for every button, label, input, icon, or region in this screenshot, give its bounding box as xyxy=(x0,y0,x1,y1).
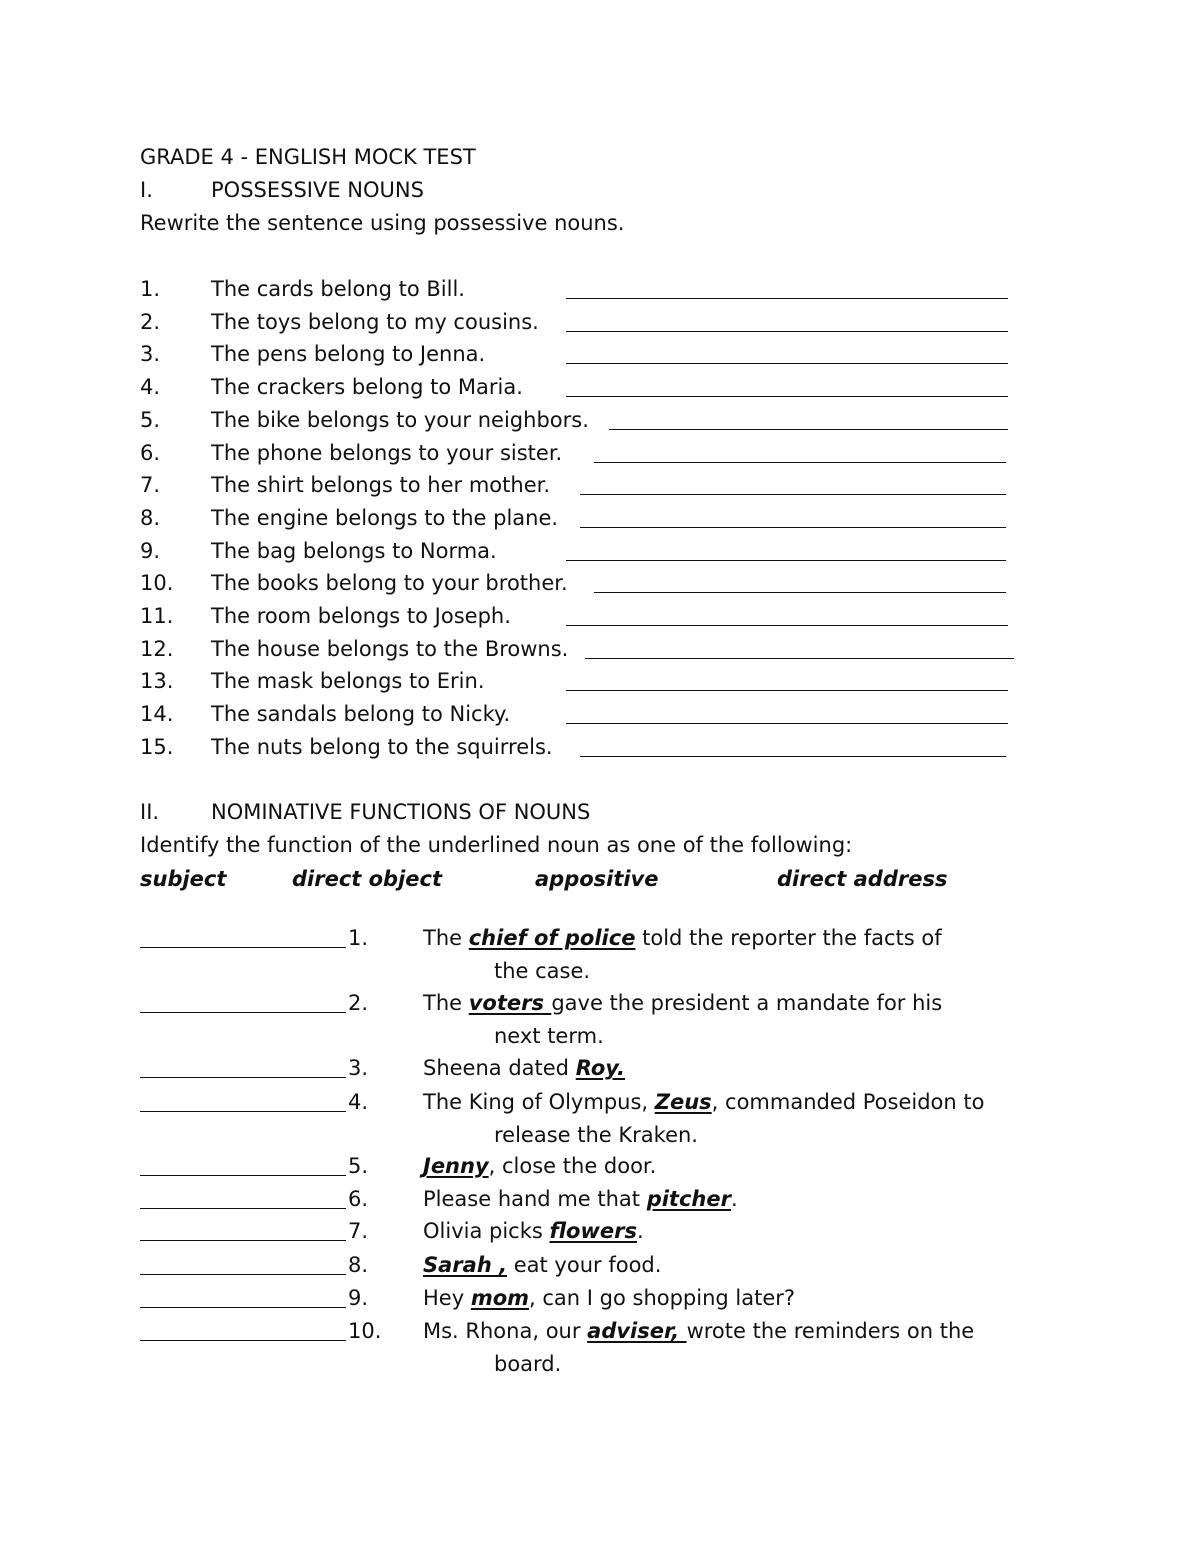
underlined-noun: Sarah , xyxy=(423,1253,508,1277)
section-2-title: NOMINATIVE FUNCTIONS OF NOUNS xyxy=(211,800,591,824)
choice-direct-address: direct address xyxy=(777,867,948,891)
item-sentence: The engine belongs to the plane. xyxy=(211,505,559,530)
answer-blank-line[interactable] xyxy=(140,1240,346,1241)
noun-function-item xyxy=(140,1249,1020,1282)
underlined-noun: flowers xyxy=(549,1219,637,1243)
answer-blank-line[interactable] xyxy=(566,363,1008,364)
answer-blank-line[interactable] xyxy=(140,1111,346,1112)
item-number: 8. xyxy=(140,505,161,530)
sentence-before: The King of Olympus, xyxy=(423,1090,655,1114)
section-1-title: POSSESSIVE NOUNS xyxy=(211,178,424,202)
item-sentence xyxy=(423,1249,661,1282)
underlined-noun: chief of police xyxy=(468,926,636,950)
page-title: GRADE 4 - ENGLISH MOCK TEST xyxy=(140,145,476,169)
sentence-before: Please hand me that xyxy=(423,1187,647,1211)
choice-direct-object: direct object xyxy=(292,867,443,891)
answer-blank-line[interactable] xyxy=(566,560,1006,561)
item-sentence: The mask belongs to Erin. xyxy=(211,669,485,694)
sentence-after: , close the door. xyxy=(488,1154,657,1178)
noun-function-item xyxy=(140,1315,1020,1381)
item-number: 9. xyxy=(140,538,161,563)
sentence-before: The xyxy=(423,926,469,950)
item-number: 7. xyxy=(140,473,161,498)
possessive-item xyxy=(140,338,1020,371)
item-sentence: The crackers belong to Maria. xyxy=(211,375,523,400)
sentence-before: Ms. Rhona, our xyxy=(423,1319,588,1343)
item-number: 4. xyxy=(140,375,161,400)
possessive-item xyxy=(140,437,1020,470)
answer-blank-line[interactable] xyxy=(580,527,1006,528)
item-number: 3. xyxy=(348,1056,369,1080)
sentence-before: Hey xyxy=(423,1286,471,1310)
sentence-before: The xyxy=(423,991,469,1015)
item-sentence xyxy=(423,1282,795,1315)
item-number: 7. xyxy=(348,1219,369,1243)
sentence-after: told the reporter the facts of xyxy=(635,926,942,950)
item-number: 5. xyxy=(348,1154,369,1178)
item-sentence xyxy=(423,1086,984,1119)
possessive-item xyxy=(140,698,1020,731)
answer-blank-line[interactable] xyxy=(594,592,1006,593)
possessive-item xyxy=(140,600,1020,633)
item-number: 10. xyxy=(348,1319,382,1343)
item-sentence: The nuts belong to the squirrels. xyxy=(211,734,553,759)
answer-blank-line[interactable] xyxy=(140,1175,346,1176)
item-number: 13. xyxy=(140,669,174,694)
possessive-item xyxy=(140,404,1020,437)
item-number: 3. xyxy=(140,342,161,367)
section-1-heading xyxy=(140,174,424,207)
answer-blank-line[interactable] xyxy=(580,756,1006,757)
sentence-after: , can I go shopping later? xyxy=(529,1286,796,1310)
possessive-item xyxy=(140,731,1020,764)
sentence-before: Olivia picks xyxy=(423,1219,550,1243)
item-sentence: The bag belongs to Norma. xyxy=(211,538,497,563)
item-number: 2. xyxy=(140,309,161,334)
answer-blank-line[interactable] xyxy=(566,625,1008,626)
answer-blank-line[interactable] xyxy=(566,723,1008,724)
item-number: 1. xyxy=(348,926,369,950)
choice-subject: subject xyxy=(140,867,227,891)
answer-blank-line[interactable] xyxy=(580,494,1006,495)
sentence-continuation: the case. xyxy=(494,959,591,983)
item-sentence xyxy=(423,1150,656,1183)
noun-function-item xyxy=(140,1215,1020,1248)
item-sentence xyxy=(423,1215,644,1248)
possessive-item xyxy=(140,273,1020,306)
sentence-after: . xyxy=(636,1219,644,1243)
sentence-after: eat your food. xyxy=(507,1253,662,1277)
underlined-noun: Zeus xyxy=(654,1090,712,1114)
noun-function-item xyxy=(140,987,1020,1053)
item-number: 12. xyxy=(140,636,174,661)
answer-blank-line[interactable] xyxy=(140,1274,346,1275)
item-sentence xyxy=(423,1052,625,1085)
item-number: 1. xyxy=(140,277,161,301)
item-number: 14. xyxy=(140,702,174,727)
sentence-after: , commanded Poseidon to xyxy=(711,1090,985,1114)
item-sentence: The house belongs to the Browns. xyxy=(211,636,569,661)
answer-blank-line[interactable] xyxy=(566,396,1008,397)
possessive-item xyxy=(140,567,1020,600)
item-sentence: The phone belongs to your sister. xyxy=(211,440,563,465)
item-sentence: The shirt belongs to her mother. xyxy=(211,473,550,498)
section-2-heading xyxy=(140,796,590,829)
item-number: 5. xyxy=(140,407,161,432)
possessive-item xyxy=(140,633,1020,666)
item-number: 10. xyxy=(140,571,174,596)
choice-appositive: appositive xyxy=(535,867,659,891)
item-sentence xyxy=(423,987,942,1020)
item-number: 6. xyxy=(348,1187,369,1211)
answer-blank-line[interactable] xyxy=(566,690,1008,691)
item-sentence: The cards belong to Bill. xyxy=(211,277,465,301)
item-sentence: The pens belong to Jenna. xyxy=(211,342,486,367)
answer-blank-line[interactable] xyxy=(140,1340,346,1341)
item-number: 8. xyxy=(348,1253,369,1277)
answer-blank-line[interactable] xyxy=(609,429,1008,430)
noun-function-item xyxy=(140,1183,1020,1216)
item-number: 6. xyxy=(140,440,161,465)
sentence-continuation: next term. xyxy=(494,1024,604,1048)
section-2-numeral: II. xyxy=(140,800,160,824)
item-number: 9. xyxy=(348,1286,369,1310)
noun-function-item xyxy=(140,1282,1020,1315)
sentence-continuation: board. xyxy=(494,1352,562,1376)
underlined-noun: adviser, xyxy=(587,1319,687,1343)
item-number: 11. xyxy=(140,604,174,628)
noun-function-item xyxy=(140,1150,1020,1183)
underlined-noun: pitcher xyxy=(646,1187,731,1211)
answer-blank-line[interactable] xyxy=(140,1208,346,1209)
section-1-numeral: I. xyxy=(140,178,153,202)
section-1-instruction: Rewrite the sentence using possessive nouns. xyxy=(140,211,625,235)
sentence-after: . xyxy=(730,1187,738,1211)
underlined-noun: Jenny xyxy=(423,1154,489,1178)
item-sentence xyxy=(423,1315,974,1348)
noun-function-item xyxy=(140,922,1020,988)
possessive-item xyxy=(140,371,1020,404)
noun-function-item xyxy=(140,1086,1020,1152)
item-number: 4. xyxy=(348,1090,369,1114)
possessive-item xyxy=(140,306,1020,339)
possessive-item xyxy=(140,535,1020,568)
item-sentence: The books belong to your brother. xyxy=(211,571,568,596)
answer-blank-line[interactable] xyxy=(140,1012,346,1013)
noun-function-item xyxy=(140,1052,1020,1085)
underlined-noun: voters xyxy=(468,991,552,1015)
item-sentence: The sandals belong to Nicky. xyxy=(211,702,511,727)
item-sentence xyxy=(423,1183,738,1216)
sentence-after: wrote the reminders on the xyxy=(686,1319,975,1343)
possessive-item xyxy=(140,502,1020,535)
answer-blank-line[interactable] xyxy=(585,658,1014,659)
underlined-noun: mom xyxy=(470,1286,530,1310)
section-2-instruction: Identify the function of the underlined noun as one of the following: xyxy=(140,833,853,857)
answer-blank-line[interactable] xyxy=(594,462,1006,463)
answer-blank-line[interactable] xyxy=(566,331,1008,332)
possessive-item xyxy=(140,665,1020,698)
underlined-noun: Roy. xyxy=(575,1056,625,1080)
item-sentence: The toys belong to my cousins. xyxy=(211,309,539,334)
sentence-after: gave the president a mandate for his xyxy=(551,991,943,1015)
answer-blank-line[interactable] xyxy=(140,1077,346,1078)
sentence-before: Sheena dated xyxy=(423,1056,576,1080)
item-number: 2. xyxy=(348,991,369,1015)
answer-blank-line[interactable] xyxy=(566,298,1008,299)
answer-blank-line[interactable] xyxy=(140,947,346,948)
sentence-continuation: release the Kraken. xyxy=(494,1123,698,1147)
possessive-item xyxy=(140,469,1020,502)
item-sentence xyxy=(423,922,942,955)
answer-blank-line[interactable] xyxy=(140,1307,346,1308)
item-sentence: The room belongs to Joseph. xyxy=(211,604,511,628)
item-sentence: The bike belongs to your neighbors. xyxy=(211,407,589,432)
item-number: 15. xyxy=(140,734,174,759)
